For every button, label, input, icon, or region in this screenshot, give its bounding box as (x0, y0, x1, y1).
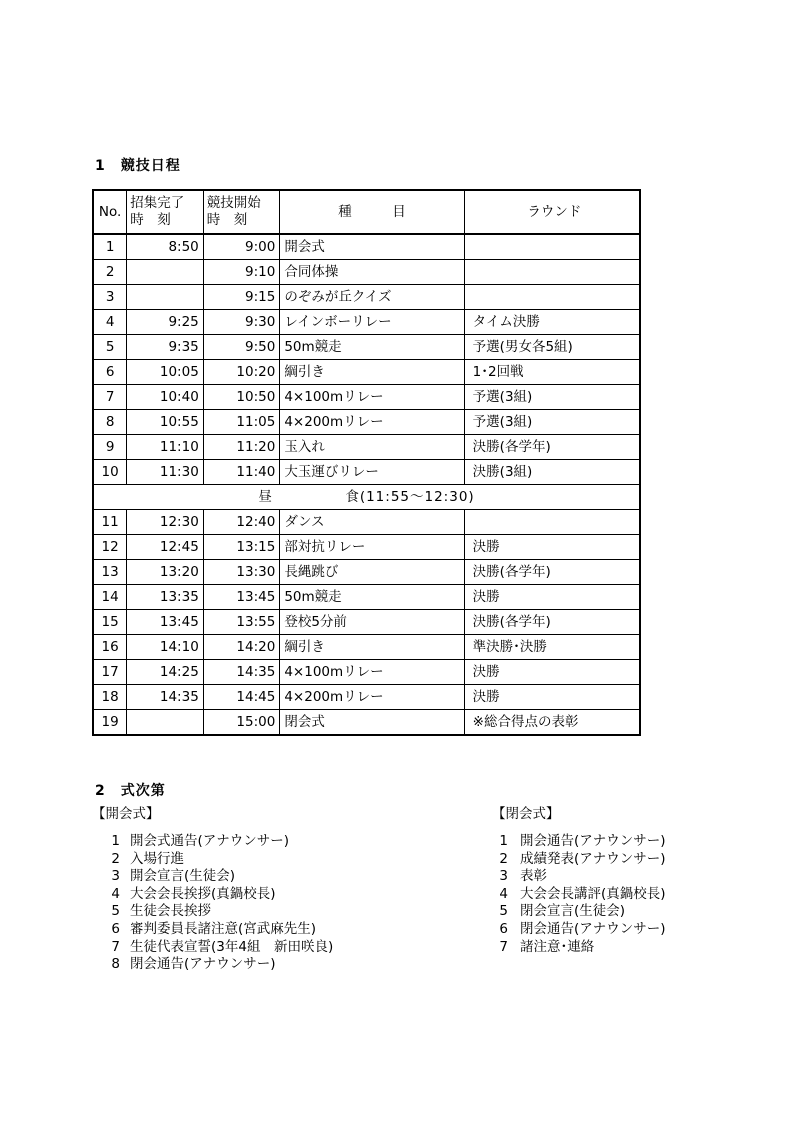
cell-start-time: 9:30 (203, 310, 280, 335)
cell-call-time: 12:45 (127, 535, 204, 560)
cell-no: 14 (93, 585, 127, 610)
cell-start-time: 10:50 (203, 385, 280, 410)
list-item (490, 903, 666, 921)
cell-event: ダンス (280, 510, 464, 535)
list-item-number: 7 (499, 938, 508, 955)
cell-start-time: 15:00 (203, 710, 280, 736)
cell-start-time: 9:00 (203, 234, 280, 260)
list-item-number: 2 (111, 850, 120, 867)
cell-call-time: 10:05 (127, 360, 204, 385)
cell-round: タイム決勝 (464, 310, 640, 335)
list-item (92, 903, 333, 921)
table-row (93, 460, 640, 485)
table-row (93, 710, 640, 736)
cell-call-time: 13:20 (127, 560, 204, 585)
table-header-row (93, 190, 640, 234)
schedule-body (93, 234, 640, 735)
section-title-schedule: 1 競技日程 (95, 158, 181, 174)
list-item-number: 6 (111, 920, 120, 937)
list-item-text: 開会式通告(アナウンサー) (130, 833, 290, 849)
cell-no: 19 (93, 710, 127, 736)
opening-ceremony-list (92, 802, 333, 974)
list-item-text: 開会通告(アナウンサー) (520, 833, 666, 849)
table-row (93, 610, 640, 635)
cell-start-time: 14:20 (203, 635, 280, 660)
list-item (490, 939, 666, 957)
cell-event: レインボーリレー (280, 310, 464, 335)
cell-no: 9 (93, 435, 127, 460)
list-item-text: 大会会長挨拶(真鍋校長) (130, 885, 276, 902)
header-round: ラウンド (464, 190, 640, 234)
cell-call-time: 13:35 (127, 585, 204, 610)
table-row (93, 234, 640, 260)
cell-start-time: 14:35 (203, 660, 280, 685)
cell-round: 1･2回戦 (464, 360, 640, 385)
cell-round (464, 285, 640, 310)
cell-start-time: 13:15 (203, 535, 280, 560)
cell-event: 大玉運びリレー (280, 460, 464, 485)
table-row (93, 585, 640, 610)
list-item-number: 2 (499, 850, 508, 867)
cell-event: 4×200mリレー (280, 685, 464, 710)
cell-no: 5 (93, 335, 127, 360)
cell-start-time: 10:20 (203, 360, 280, 385)
list-item-number: 6 (499, 920, 508, 937)
list-item-text: 審判委員長諸注意(宮武麻先生) (130, 920, 317, 937)
section-title-ceremony: 2 式次第 (95, 783, 166, 799)
schedule-table (92, 189, 641, 736)
cell-call-time: 9:25 (127, 310, 204, 335)
list-item (92, 956, 333, 974)
list-item-text: 表彰 (520, 868, 547, 885)
list-item (490, 886, 666, 904)
header-start-time: 競技開始 時 刻 (203, 190, 280, 234)
table-row (93, 260, 640, 285)
cell-start-time: 11:20 (203, 435, 280, 460)
list-item (92, 833, 333, 851)
cell-event: 開会式 (280, 234, 464, 260)
table-row (93, 510, 640, 535)
header-call-time: 招集完了 時 刻 (127, 190, 204, 234)
cell-start-time: 12:40 (203, 510, 280, 535)
cell-call-time: 13:45 (127, 610, 204, 635)
list-item-text: 成績発表(アナウンサー) (520, 850, 666, 867)
list-item-text: 閉会通告(アナウンサー) (520, 920, 666, 937)
list-item (490, 851, 666, 869)
cell-round: 決勝(各学年) (464, 435, 640, 460)
list-item-number: 5 (499, 903, 508, 920)
cell-event: 4×200mリレー (280, 410, 464, 435)
cell-no: 4 (93, 310, 127, 335)
cell-call-time: 11:30 (127, 460, 204, 485)
cell-event: のぞみが丘クイズ (280, 285, 464, 310)
cell-round: 決勝 (464, 685, 640, 710)
closing-ceremony-list (490, 802, 666, 956)
list-item-text: 諸注意･連絡 (520, 938, 595, 955)
cell-call-time (127, 710, 204, 736)
cell-call-time (127, 260, 204, 285)
cell-no: 6 (93, 360, 127, 385)
table-row (93, 360, 640, 385)
list-item (490, 833, 666, 851)
cell-no: 10 (93, 460, 127, 485)
cell-event: 部対抗リレー (280, 535, 464, 560)
table-row (93, 410, 640, 435)
table-row (93, 535, 640, 560)
cell-event: 玉入れ (280, 435, 464, 460)
cell-no: 16 (93, 635, 127, 660)
list-item-number: 4 (499, 885, 508, 902)
cell-event: 50m競走 (280, 335, 464, 360)
cell-round (464, 510, 640, 535)
list-item-text: 入場行進 (130, 850, 184, 867)
list-item-text: 生徒代表宣誓(3年4組 新田咲良) (130, 938, 334, 955)
table-row (93, 635, 640, 660)
cell-event: 綱引き (280, 635, 464, 660)
cell-round: 予選(3組) (464, 410, 640, 435)
list-item-number: 3 (111, 868, 120, 885)
cell-round: 決勝 (464, 585, 640, 610)
table-row (93, 385, 640, 410)
cell-round: ※総合得点の表彰 (464, 710, 640, 736)
table-row (93, 660, 640, 685)
cell-event: 長縄跳び (280, 560, 464, 585)
list-item-number: 4 (111, 885, 120, 902)
cell-call-time: 14:10 (127, 635, 204, 660)
list-item (92, 851, 333, 869)
table-row (93, 310, 640, 335)
table-row (93, 435, 640, 460)
list-item (92, 886, 333, 904)
cell-round: 決勝 (464, 660, 640, 685)
table-row (93, 335, 640, 360)
list-item-text: 開会宣言(生徒会) (130, 868, 236, 885)
cell-event: 50m競走 (280, 585, 464, 610)
cell-start-time: 11:40 (203, 460, 280, 485)
cell-call-time: 12:30 (127, 510, 204, 535)
cell-call-time: 9:35 (127, 335, 204, 360)
list-item-text: 閉会通告(アナウンサー) (130, 956, 276, 973)
cell-event: 4×100mリレー (280, 660, 464, 685)
opening-ceremony-title: 【開会式】 (92, 806, 160, 822)
list-item-number: 3 (499, 868, 508, 885)
cell-call-time: 14:25 (127, 660, 204, 685)
cell-no: 1 (93, 234, 127, 260)
list-item-number: 8 (111, 956, 120, 973)
cell-round: 決勝 (464, 535, 640, 560)
cell-event: 登校5分前 (280, 610, 464, 635)
list-item-text: 大会会長講評(真鍋校長) (520, 885, 666, 902)
cell-no: 11 (93, 510, 127, 535)
cell-round: 決勝(各学年) (464, 560, 640, 585)
list-item (92, 921, 333, 939)
cell-round: 予選(3組) (464, 385, 640, 410)
list-item (490, 868, 666, 886)
list-item-text: 生徒会長挨拶 (130, 903, 211, 920)
cell-start-time: 9:15 (203, 285, 280, 310)
cell-no: 7 (93, 385, 127, 410)
list-item (92, 868, 333, 886)
table-row (93, 685, 640, 710)
cell-event: 4×100mリレー (280, 385, 464, 410)
table-row (93, 285, 640, 310)
cell-no: 2 (93, 260, 127, 285)
cell-event: 閉会式 (280, 710, 464, 736)
cell-no: 15 (93, 610, 127, 635)
cell-start-time: 9:50 (203, 335, 280, 360)
cell-start-time: 11:05 (203, 410, 280, 435)
list-item (490, 921, 666, 939)
cell-no: 3 (93, 285, 127, 310)
cell-round (464, 234, 640, 260)
cell-call-time (127, 285, 204, 310)
cell-round: 準決勝･決勝 (464, 635, 640, 660)
cell-no: 12 (93, 535, 127, 560)
cell-round: 決勝(各学年) (464, 610, 640, 635)
cell-round (464, 260, 640, 285)
header-event: 種 目 (280, 190, 464, 234)
cell-no: 8 (93, 410, 127, 435)
cell-event: 合同体操 (280, 260, 464, 285)
lunch-row (93, 485, 640, 510)
cell-round: 予選(男女各5組) (464, 335, 640, 360)
cell-start-time: 13:45 (203, 585, 280, 610)
cell-call-time: 8:50 (127, 234, 204, 260)
list-item-number: 1 (499, 833, 508, 849)
cell-no: 18 (93, 685, 127, 710)
cell-call-time: 14:35 (127, 685, 204, 710)
cell-start-time: 9:10 (203, 260, 280, 285)
list-item-number: 7 (111, 938, 120, 955)
list-item-number: 5 (111, 903, 120, 920)
cell-call-time: 11:10 (127, 435, 204, 460)
list-item-text: 閉会宣言(生徒会) (520, 903, 626, 920)
list-item (92, 939, 333, 957)
cell-no: 17 (93, 660, 127, 685)
cell-start-time: 13:30 (203, 560, 280, 585)
cell-event: 綱引き (280, 360, 464, 385)
cell-call-time: 10:55 (127, 410, 204, 435)
header-no: No. (93, 190, 127, 234)
cell-start-time: 13:55 (203, 610, 280, 635)
list-item-number: 1 (111, 833, 120, 849)
cell-start-time: 14:45 (203, 685, 280, 710)
cell-no: 13 (93, 560, 127, 585)
table-row (93, 560, 640, 585)
cell-round: 決勝(3組) (464, 460, 640, 485)
cell-call-time: 10:40 (127, 385, 204, 410)
closing-ceremony-title: 【閉会式】 (492, 806, 560, 822)
lunch-break-cell: 昼 食(11:55～12:30) (93, 485, 640, 510)
